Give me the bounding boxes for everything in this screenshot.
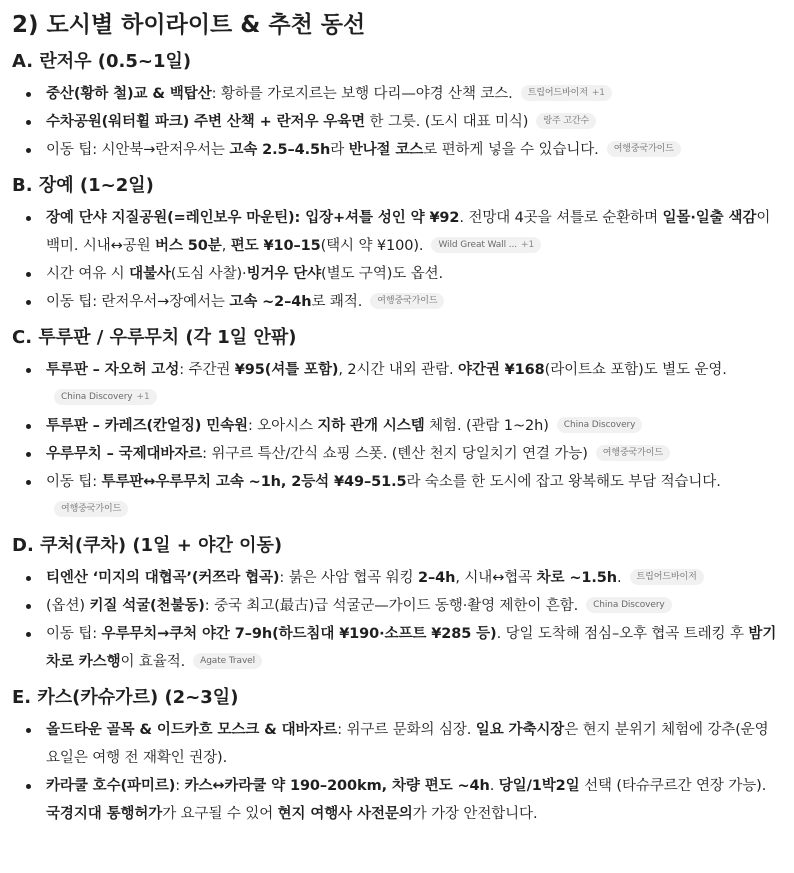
source-chip[interactable] bbox=[596, 445, 670, 461]
text: 이동 팁: 란저우서→장예서는 bbox=[46, 294, 230, 310]
bold-text: 장예 단샤 지질공원(=레인보우 마운틴): 입장+셔틀 성인 약 ¥92 bbox=[46, 210, 460, 226]
text: 은 현지 분위기 체험에 강추(운영 요일은 여행 전 재확인 권장). bbox=[46, 722, 769, 766]
page-heading: 2) 도시별 하이라이트 & 추천 동선 bbox=[12, 12, 366, 38]
bold-text: (하드침대 ¥190·소프트 ¥285 등) bbox=[272, 626, 497, 642]
source-chip[interactable] bbox=[431, 237, 541, 253]
source-chip[interactable] bbox=[586, 597, 672, 613]
text: 선택 (타슈쿠르간 연장 가능). bbox=[579, 778, 767, 794]
list-item bbox=[12, 260, 782, 288]
text: (별도 구역)도 옵션. bbox=[321, 266, 444, 282]
list-item bbox=[12, 564, 782, 592]
bold-text: 야간권 ¥168 bbox=[458, 362, 545, 378]
bold-text: 고속 ~2–4h bbox=[229, 294, 312, 310]
text: 한 그릇. (도시 대표 미식) bbox=[365, 114, 529, 130]
bold-text: 빙거우 단샤 bbox=[246, 266, 322, 282]
bold-text: 당일/1박2일 bbox=[498, 778, 580, 794]
source-chip-label: 트립어드바이저 bbox=[527, 88, 588, 98]
text: : 황하를 가로지르는 보행 다리—야경 산책 코스. bbox=[211, 86, 513, 102]
source-chip[interactable] bbox=[193, 653, 262, 669]
source-chip-label: 여행중국가이드 bbox=[602, 448, 663, 458]
bold-text: 지하 관개 시스템 bbox=[317, 418, 425, 434]
bold-text: 버스 50분 bbox=[155, 238, 222, 254]
text: 이동 팁: bbox=[46, 626, 102, 642]
section-title: E. 카스(카슈가르) (2~3일) bbox=[12, 687, 239, 708]
source-chip[interactable] bbox=[630, 569, 704, 585]
section-title: C. 투루판 / 우루무치 (각 1일 안팎) bbox=[12, 327, 297, 348]
source-chip[interactable] bbox=[54, 389, 157, 405]
sections-container bbox=[12, 50, 782, 828]
text: , bbox=[221, 238, 231, 254]
source-chip[interactable] bbox=[521, 85, 612, 101]
bold-text: ¥95(셔틀 포함) bbox=[234, 362, 339, 378]
bold-text: 편도 ¥10–15 bbox=[230, 238, 321, 254]
bold-text: 카스↔카라쿨 약 190–200km, 차량 편도 ~4h bbox=[184, 778, 490, 794]
source-chip-count: +1 bbox=[521, 240, 535, 250]
text: 라 숙소를 한 도시에 잡고 왕복해도 부담 적습니다. bbox=[406, 474, 721, 490]
text: (라이트쇼 포함)도 별도 운영. bbox=[544, 362, 727, 378]
text: . bbox=[489, 778, 499, 794]
text: , 시내↔협곡 bbox=[455, 570, 537, 586]
bold-text: 일몰·일출 색감 bbox=[662, 210, 757, 226]
text: . 당일 도착해 점심–오후 협곡 트레킹 후 bbox=[496, 626, 749, 642]
text: : 중국 최고(最古)급 석굴군—가이드 동행·촬영 제한이 흔함. bbox=[204, 598, 579, 614]
text: 이 효율적. bbox=[120, 654, 186, 670]
bold-text: 카라쿨 호수(파미르) bbox=[46, 778, 176, 794]
text: 이동 팁: 시안북→란저우서는 bbox=[46, 142, 230, 158]
source-chip[interactable] bbox=[536, 113, 596, 129]
bold-text: 일요 가축시장 bbox=[475, 722, 565, 738]
bold-text: 키질 석굴(천불동) bbox=[89, 598, 205, 614]
text: : 붉은 사암 협곡 워킹 bbox=[279, 570, 419, 586]
source-chip-label: 트립어드바이저 bbox=[636, 572, 697, 582]
text: : 위구르 문화의 심장. bbox=[337, 722, 476, 738]
list-item bbox=[12, 136, 782, 164]
bullet-list bbox=[12, 716, 782, 828]
source-chip-label: 여행중국가이드 bbox=[61, 504, 122, 514]
source-chip-label: Agate Travel bbox=[200, 656, 256, 666]
source-chip-label: China Discovery bbox=[61, 392, 133, 402]
source-chip[interactable] bbox=[370, 293, 444, 309]
list-item bbox=[12, 356, 782, 412]
text: 로 쾌적. bbox=[311, 294, 363, 310]
list-item bbox=[12, 108, 782, 136]
text: : 주간권 bbox=[179, 362, 235, 378]
text: : 위구르 특산/간식 쇼핑 스폿. (톈산 천지 당일치기 연결 가능) bbox=[202, 446, 588, 462]
source-chip-label: 여행중국가이드 bbox=[377, 296, 438, 306]
source-chip-count: +1 bbox=[136, 392, 150, 402]
bold-text: 고속 2.5–4.5h bbox=[229, 142, 331, 158]
source-chip-label: 여행중국가이드 bbox=[613, 144, 674, 154]
text: , 2시간 내외 관람. bbox=[338, 362, 459, 378]
source-chip[interactable] bbox=[557, 417, 643, 433]
source-chip[interactable] bbox=[54, 501, 128, 517]
bold-text: 밤기차로 카스행 bbox=[46, 626, 777, 670]
source-chip-count: +1 bbox=[591, 88, 605, 98]
section-title: A. 란저우 (0.5~1일) bbox=[12, 51, 192, 72]
list-item bbox=[12, 772, 782, 828]
text: 가 가장 안전합니다. bbox=[412, 806, 538, 822]
bold-text: 2–4h bbox=[418, 570, 456, 586]
bold-text: 반나절 코스 bbox=[348, 142, 424, 158]
source-chip-label: China Discovery bbox=[563, 420, 636, 430]
section-title: D. 쿠처(쿠차) (1일 + 야간 이동) bbox=[12, 535, 283, 556]
bold-text: 현지 여행사 사전문의 bbox=[277, 806, 413, 822]
text: 이동 팁: bbox=[46, 474, 102, 490]
bold-text: 투루판 – 카레즈(칸얼징) 민속원 bbox=[46, 418, 248, 434]
list-item bbox=[12, 620, 782, 676]
list-item bbox=[12, 412, 782, 440]
text: (도심 사찰)· bbox=[170, 266, 247, 282]
bold-text: 투루판 – 자오허 고성 bbox=[46, 362, 180, 378]
section bbox=[12, 50, 782, 164]
text: 체험. (관람 1~2h) bbox=[424, 418, 549, 434]
section bbox=[12, 686, 782, 828]
text: 이 백미. 시내↔공원 bbox=[46, 210, 771, 254]
text: : bbox=[175, 778, 185, 794]
text: : 오아시스 bbox=[247, 418, 318, 434]
list-item bbox=[12, 204, 782, 260]
text: (택시 약 ¥100). bbox=[320, 238, 424, 254]
bullet-list bbox=[12, 80, 782, 164]
text: 시간 여유 시 bbox=[46, 266, 130, 282]
bold-text: 우루무치→쿠처 야간 7–9h bbox=[101, 626, 273, 642]
list-item bbox=[12, 80, 782, 108]
bold-text: 티엔산 ‘미지의 대협곡’(커쯔라 협곡) bbox=[46, 570, 280, 586]
list-item bbox=[12, 716, 782, 772]
bullet-list bbox=[12, 564, 782, 676]
bold-text: 국경지대 통행허가 bbox=[46, 806, 163, 822]
source-chip-label: China Discovery bbox=[593, 600, 665, 610]
section bbox=[12, 534, 782, 676]
text: 라 bbox=[330, 142, 349, 158]
source-chip-label: 랑주 고간수 bbox=[543, 116, 590, 126]
bold-text: 투루판↔우루무치 고속 ~1h, 2등석 ¥49–51.5 bbox=[101, 474, 407, 490]
bold-text: 우루무치 – 국제대바자르 bbox=[46, 446, 203, 462]
bold-text: 차로 ~1.5h bbox=[536, 570, 618, 586]
section-title: B. 장예 (1~2일) bbox=[12, 175, 154, 196]
bold-text: 중산(황하 철)교 & 백탑산 bbox=[46, 86, 212, 102]
bullet-list bbox=[12, 204, 782, 316]
bold-text: 대불사 bbox=[129, 266, 171, 282]
text: 가 요구될 수 있어 bbox=[162, 806, 278, 822]
section bbox=[12, 326, 782, 524]
list-item bbox=[12, 592, 782, 620]
list-item bbox=[12, 468, 782, 524]
text: 로 편하게 넣을 수 있습니다. bbox=[423, 142, 599, 158]
section bbox=[12, 174, 782, 316]
source-chip[interactable] bbox=[607, 141, 681, 157]
bold-text: 올드타운 골목 & 이드카흐 모스크 & 대바자르 bbox=[46, 722, 338, 738]
bold-text: 수차공원(워터휠 파크) 주변 산책 + 란저우 우육면 bbox=[46, 114, 366, 130]
bullet-list bbox=[12, 356, 782, 524]
source-chip-label: Wild Great Wall ... bbox=[438, 240, 518, 250]
text: (옵션) bbox=[46, 598, 90, 614]
list-item bbox=[12, 288, 782, 316]
list-item bbox=[12, 440, 782, 468]
text: . bbox=[617, 570, 622, 586]
text: . 전망대 4곳을 셔틀로 순환하며 bbox=[459, 210, 663, 226]
